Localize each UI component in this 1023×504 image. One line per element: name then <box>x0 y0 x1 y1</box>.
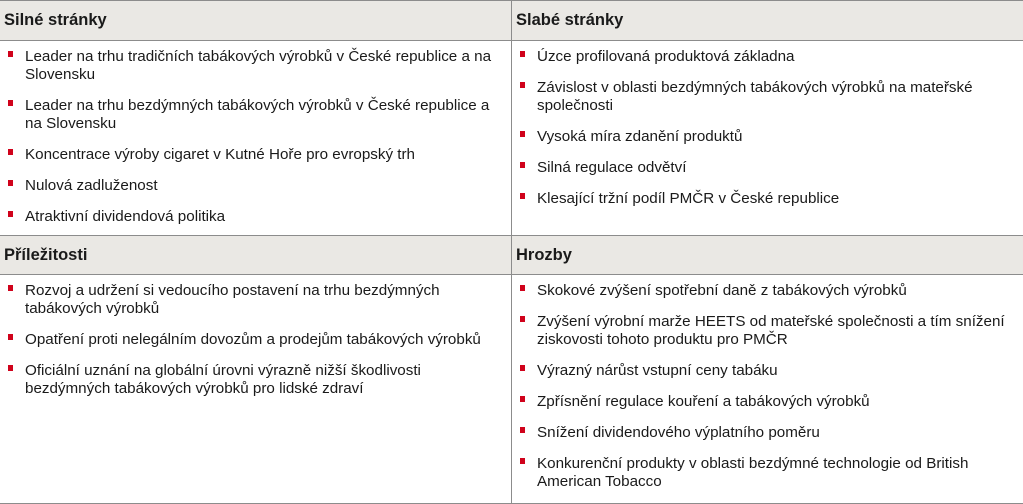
bullet-icon <box>520 427 525 433</box>
list-item-text: Úzce profilovaná produktová základna <box>537 48 795 65</box>
list-item-text: Skokové zvýšení spotřební daně z tabákových výrobků <box>537 282 907 299</box>
bullet-icon <box>520 396 525 402</box>
weaknesses-header: Slabé stránky <box>511 0 1023 41</box>
list-item-text: Výrazný nárůst vstupní ceny tabáku <box>537 362 778 379</box>
list-item-text: Vysoká míra zdanění produktů <box>537 128 743 145</box>
bullet-icon <box>8 211 13 217</box>
list-item-text: Opatření proti nelegálním dovozům a prodejům tabákových výrobků <box>25 331 481 348</box>
threats-header: Hrozby <box>511 235 1023 275</box>
bullet-icon <box>8 334 13 340</box>
list-item <box>518 128 1015 146</box>
opportunities-header: Příležitosti <box>0 235 511 275</box>
bullet-icon <box>8 365 13 371</box>
threats-cell <box>511 275 1023 504</box>
list-item <box>518 362 1015 380</box>
list-item <box>6 331 503 349</box>
list-item <box>518 424 1015 442</box>
strengths-cell <box>0 41 511 235</box>
bullet-icon <box>520 316 525 322</box>
list-item-text: Zpřísnění regulace kouření a tabákových výrobků <box>537 393 870 410</box>
list-item-text: Silná regulace odvětví <box>537 159 687 176</box>
list-item <box>6 48 503 84</box>
list-item <box>518 48 1015 66</box>
list-item-text: Leader na trhu tradičních tabákových výrobků v České republice a na Slovensku <box>25 48 492 83</box>
list-item-text: Klesající tržní podíl PMČR v České republice <box>537 190 840 207</box>
threats-list <box>518 282 1015 491</box>
list-item <box>518 282 1015 300</box>
list-item <box>518 393 1015 411</box>
bullet-icon <box>520 365 525 371</box>
bullet-icon <box>520 131 525 137</box>
list-item-text: Snížení dividendového výplatního poměru <box>537 424 820 441</box>
list-item <box>518 190 1015 208</box>
list-item <box>6 362 503 398</box>
bullet-icon <box>520 51 525 57</box>
list-item-text: Leader na trhu bezdýmných tabákových výrobků v České republice a na Slovensku <box>25 97 490 132</box>
list-item-text: Oficiální uznání na globální úrovni výrazně nižší škodlivosti bezdýmných tabákových výrobků pro lidské zdraví <box>25 362 421 397</box>
list-item <box>6 282 503 318</box>
bullet-icon <box>8 149 13 155</box>
list-item-text: Konkurenční produkty v oblasti bezdýmné technologie od British American Tobacco <box>537 455 969 490</box>
list-item-text: Rozvoj a udržení si vedoucího postavení na trhu bezdýmných tabákových výrobků <box>25 282 440 317</box>
list-item-text: Zvýšení výrobní marže HEETS od mateřské společnosti a tím snížení ziskovosti tohoto produktu pro PMČR <box>537 313 1005 348</box>
list-item-text: Atraktivní dividendová politika <box>25 208 226 225</box>
bullet-icon <box>520 285 525 291</box>
list-item <box>518 455 1015 491</box>
list-item <box>518 159 1015 177</box>
list-item-text: Závislost v oblasti bezdýmných tabákových výrobků na mateřské společnosti <box>537 79 973 114</box>
bullet-icon <box>520 193 525 199</box>
weaknesses-cell <box>511 41 1023 235</box>
list-item-text: Koncentrace výroby cigaret v Kutné Hoře pro evropský trh <box>25 146 415 163</box>
list-item-text: Nulová zadluženost <box>25 177 158 194</box>
bullet-icon <box>8 100 13 106</box>
bullet-icon <box>520 82 525 88</box>
bullet-icon <box>8 51 13 57</box>
list-item <box>6 177 503 195</box>
opportunities-cell <box>0 275 511 504</box>
bullet-icon <box>8 180 13 186</box>
list-item <box>518 79 1015 115</box>
bullet-icon <box>520 458 525 464</box>
bullet-icon <box>520 162 525 168</box>
bullet-icon <box>8 285 13 291</box>
strengths-header: Silné stránky <box>0 0 511 41</box>
list-item <box>6 97 503 133</box>
opportunities-list <box>6 282 503 398</box>
strengths-list <box>6 48 503 226</box>
weaknesses-list <box>518 48 1015 208</box>
list-item <box>518 313 1015 349</box>
list-item <box>6 208 503 226</box>
list-item <box>6 146 503 164</box>
